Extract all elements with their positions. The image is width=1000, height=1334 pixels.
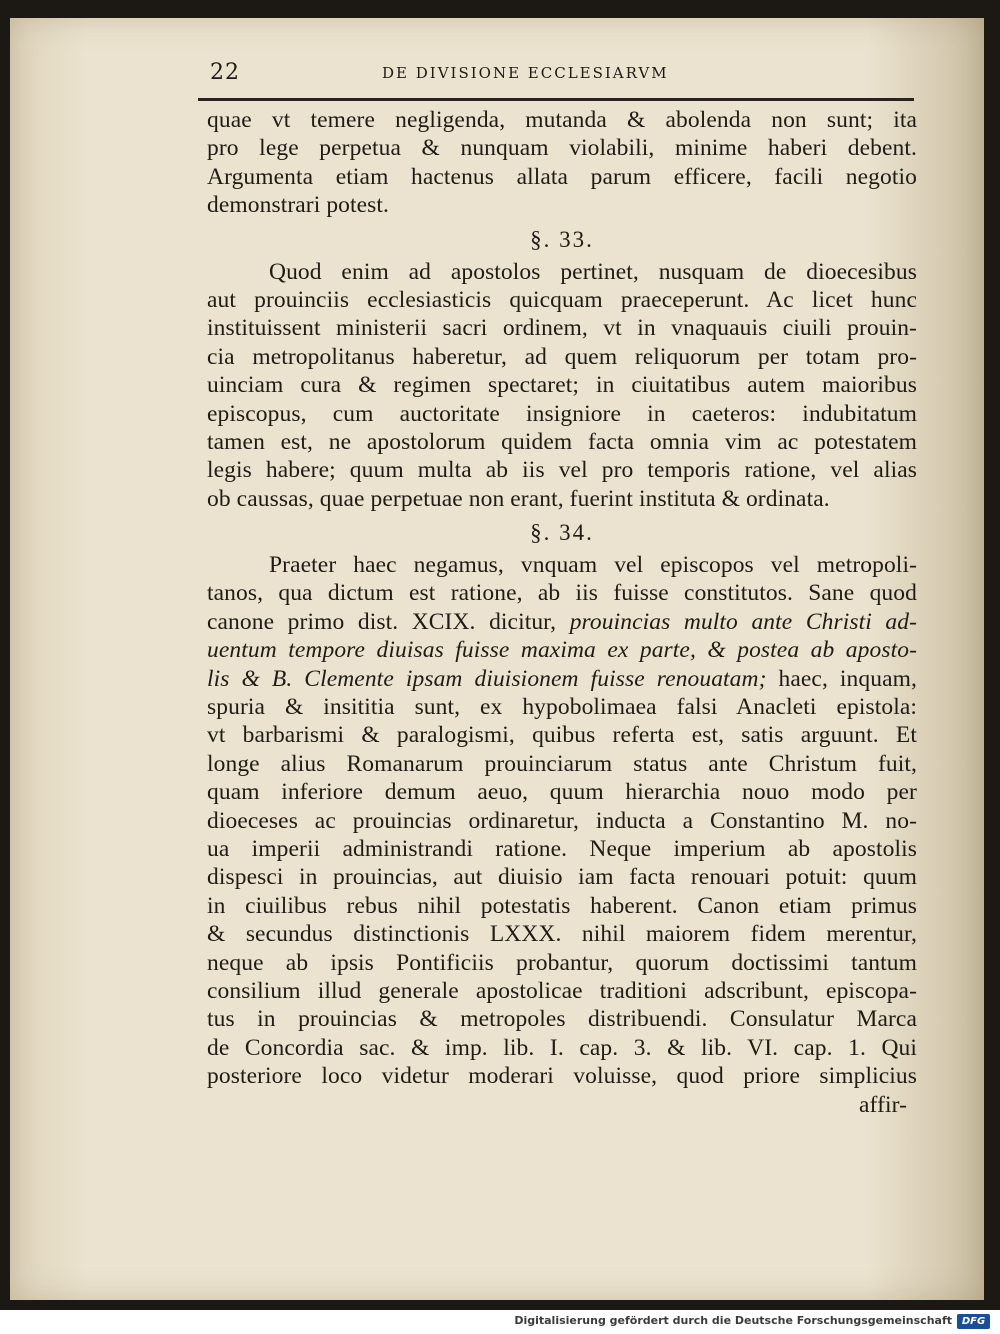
text-line: tamen est, ne apostolorum quidem facta omnia vim ac potestatem	[207, 428, 917, 455]
text-line: uinciam cura & regimen spectaret; in ciuitatibus autem maioribus	[207, 372, 917, 399]
text-segment: haec, inquam,	[766, 665, 917, 692]
funding-credit: Digitalisierung gefördert durch die Deutsche Forschungsgemeinschaft	[514, 1314, 952, 1327]
italic-quotation-line: uentum tempore diuisas fuisse maxima ex parte, & postea ab aposto-	[207, 637, 917, 664]
text-line: pro lege perpetua & nunquam violabili, minime haberi debent.	[207, 135, 917, 162]
text-line: longe alius Romanarum prouinciarum status ante Christum fuit,	[207, 750, 917, 777]
text-line: episcopus, cum auctoritate insigniore in caeteros: indubitatum	[207, 400, 917, 427]
header-rule	[198, 98, 914, 101]
page-header	[210, 60, 925, 100]
text-line: demonstrari potest.	[207, 192, 390, 219]
catchword: affir-	[859, 1091, 907, 1118]
text-line: aut prouinciis ecclesiasticis quicquam praeceperunt. Ac licet hunc	[207, 286, 917, 313]
text-line: de Concordia sac. & imp. lib. I. cap. 3. & lib. VI. cap. 1. Qui	[207, 1034, 917, 1061]
text-line: consilium illud generale apostolicae traditioni adscribunt, episcopa-	[207, 977, 917, 1004]
running-head: DE DIVISIONE ECCLESIARVM	[382, 64, 669, 82]
text-line: legis habere; quum multa ab iis vel pro temporis ratione, vel alias	[207, 457, 917, 484]
text-line: neque ab ipsis Pontificiis probantur, quorum doctissimi tantum	[207, 949, 917, 976]
italic-quotation: lis & B. Clemente ipsam diuisionem fuisse renouatam;	[207, 665, 767, 692]
text-line	[207, 665, 917, 693]
text-body	[207, 106, 917, 1119]
text-line: vt barbarismi & paralogismi, quibus referta est, satis arguunt. Et	[207, 722, 917, 749]
text-line: dioeceses ac prouincias ordinaretur, inducta a Constantino M. no-	[207, 807, 917, 834]
text-line: in ciuilibus rebus nihil potestatis haberent. Canon etiam primus	[207, 892, 917, 919]
text-line: quae vt temere negligenda, mutanda & abolenda non sunt; ita	[207, 107, 917, 133]
text-line: Argumenta etiam hactenus allata parum efficere, facili negotio	[207, 163, 917, 190]
text-line: quam inferiore demum aeuo, quum hierarchia nouo modo per	[207, 779, 917, 806]
dfg-logo: DFG	[957, 1314, 990, 1329]
section-heading-34: §. 34.	[530, 520, 594, 546]
section-heading-33: §. 33.	[530, 226, 594, 252]
text-line: posteriore loco videtur moderari voluisse, quod priore simplicius	[207, 1063, 917, 1090]
italic-quotation: prouincias multo ante Christi ad-	[569, 608, 917, 635]
text-segment: canone primo dist. XCIX. dicitur,	[207, 608, 570, 635]
text-line: Praeter haec negamus, vnquam vel episcopos vel metropoli-	[269, 552, 917, 579]
text-line: & secundus distinctionis LXXX. nihil maiorem fidem merentur,	[207, 921, 917, 948]
text-line: instituissent ministerii sacri ordinem, vt in vnaquauis ciuili prouin-	[207, 315, 917, 342]
text-line: tanos, qua dictum est ratione, ab iis fuisse constitutos. Sane quod	[207, 580, 917, 607]
text-line	[207, 608, 917, 636]
text-line: tus in prouincias & metropoles distribuendi. Consulatur Marca	[207, 1006, 917, 1033]
footer-bar	[0, 1310, 1000, 1334]
text-line: ob caussas, quae perpetuae non erant, fuerint instituta & ordinata.	[207, 485, 830, 512]
text-line: dispesci in prouincias, aut diuisio iam facta renouari potuit: quum	[207, 864, 917, 891]
page-number: 22	[210, 60, 240, 85]
text-line: spuria & insititia sunt, ex hypobolimaea falsi Anacleti epistola:	[207, 694, 917, 721]
text-line: cia metropolitanus haberetur, ad quem reliquorum per totam pro-	[207, 343, 917, 370]
text-line: ua imperii administrandi ratione. Neque imperium ab apostolis	[207, 835, 917, 862]
text-line: Quod enim ad apostolos pertinet, nusquam de dioecesibus	[269, 258, 917, 285]
